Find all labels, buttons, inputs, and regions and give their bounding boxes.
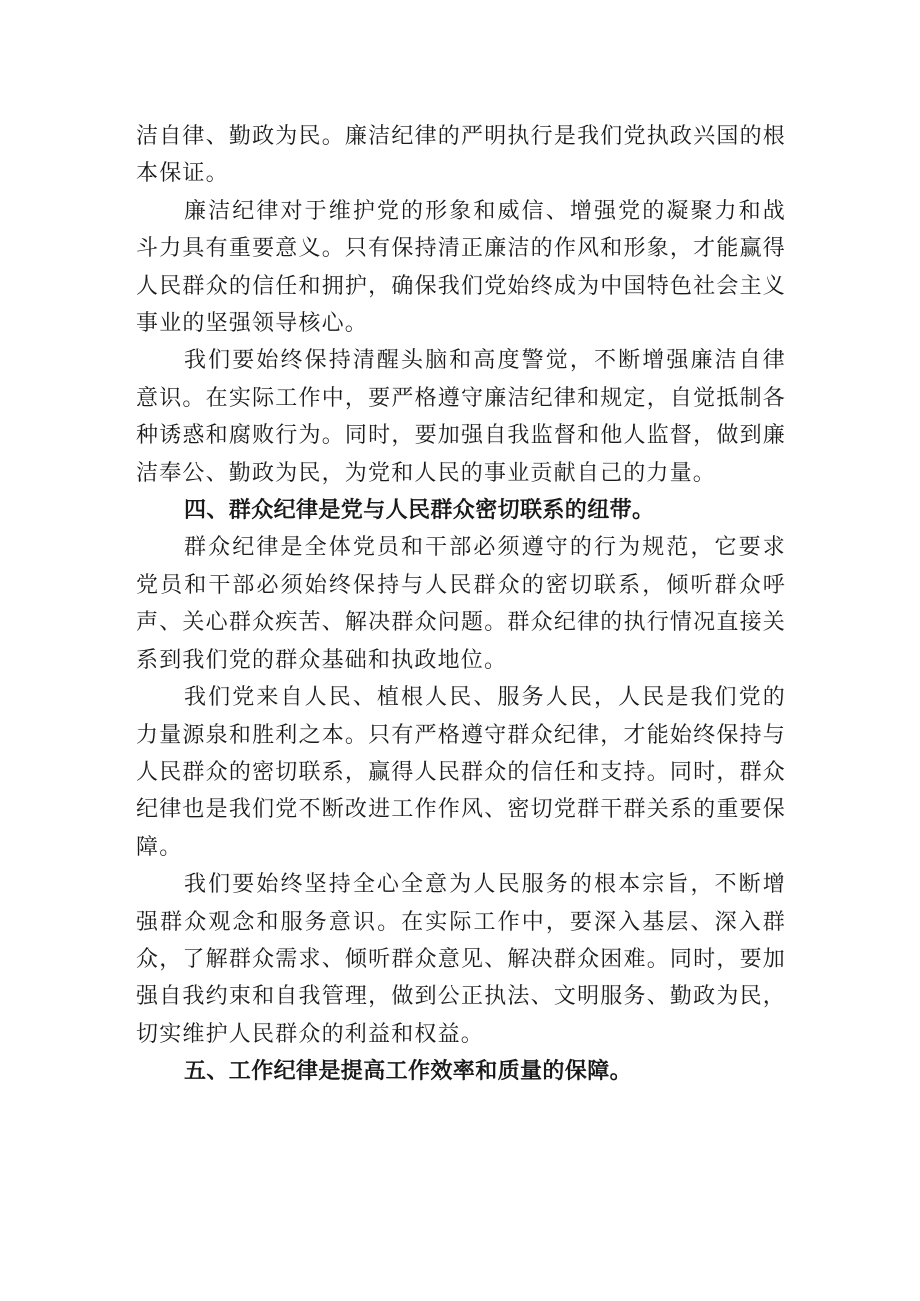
paragraph-1: 洁自律、勤政为民。廉洁纪律的严明执行是我们党执政兴国的根本保证。 <box>136 124 786 187</box>
paragraph-6: 我们要始终坚持全心全意为人民服务的根本宗旨，不断增强群众观念和服务意识。在实际工作中，要深入基层、深入群众，了解群众需求、倾听群众意见、解决群众困难。同时，要加强自我约束和自我管理，做到公正执法、文明服务、勤政为民，切实维护人民群众的利益和权益。 <box>136 872 786 1047</box>
section-heading-5: 五、工作纪律是提高工作效率和质量的保障。 <box>184 1059 633 1085</box>
paragraph-5: 我们党来自人民、植根人民、服务人民，人民是我们党的力量源泉和胜利之本。只有严格遵守群众纪律，才能始终保持与人民群众的密切联系，赢得人民群众的信任和支持。同时，群众纪律也是我们党不断改进工作作风、密切党群干群关系的重要保障。 <box>136 685 786 860</box>
paragraph-3: 我们要始终保持清醒头脑和高度警觉，不断增强廉洁自律意识。在实际工作中，要严格遵守廉洁纪律和规定，自觉抵制各种诱惑和腐败行为。同时，要加强自我监督和他人监督，做到廉洁奉公、勤政为民，为党和人民的事业贡献自己的力量。 <box>136 348 786 486</box>
document-body <box>136 118 786 1091</box>
paragraph-4: 群众纪律是全体党员和干部必须遵守的行为规范，它要求党员和干部必须始终保持与人民群众的密切联系，倾听群众呼声、关心群众疾苦、解决群众问题。群众纪律的执行情况直接关系到我们党的群众基础和执政地位。 <box>136 535 786 673</box>
section-heading-4: 四、群众纪律是党与人民群众密切联系的纽带。 <box>184 498 655 524</box>
paragraph-2: 廉洁纪律对于维护党的形象和威信、增强党的凝聚力和战斗力具有重要意义。只有保持清正廉洁的作风和形象，才能赢得人民群众的信任和拥护，确保我们党始终成为中国特色社会主义事业的坚强领导核心。 <box>136 198 786 337</box>
